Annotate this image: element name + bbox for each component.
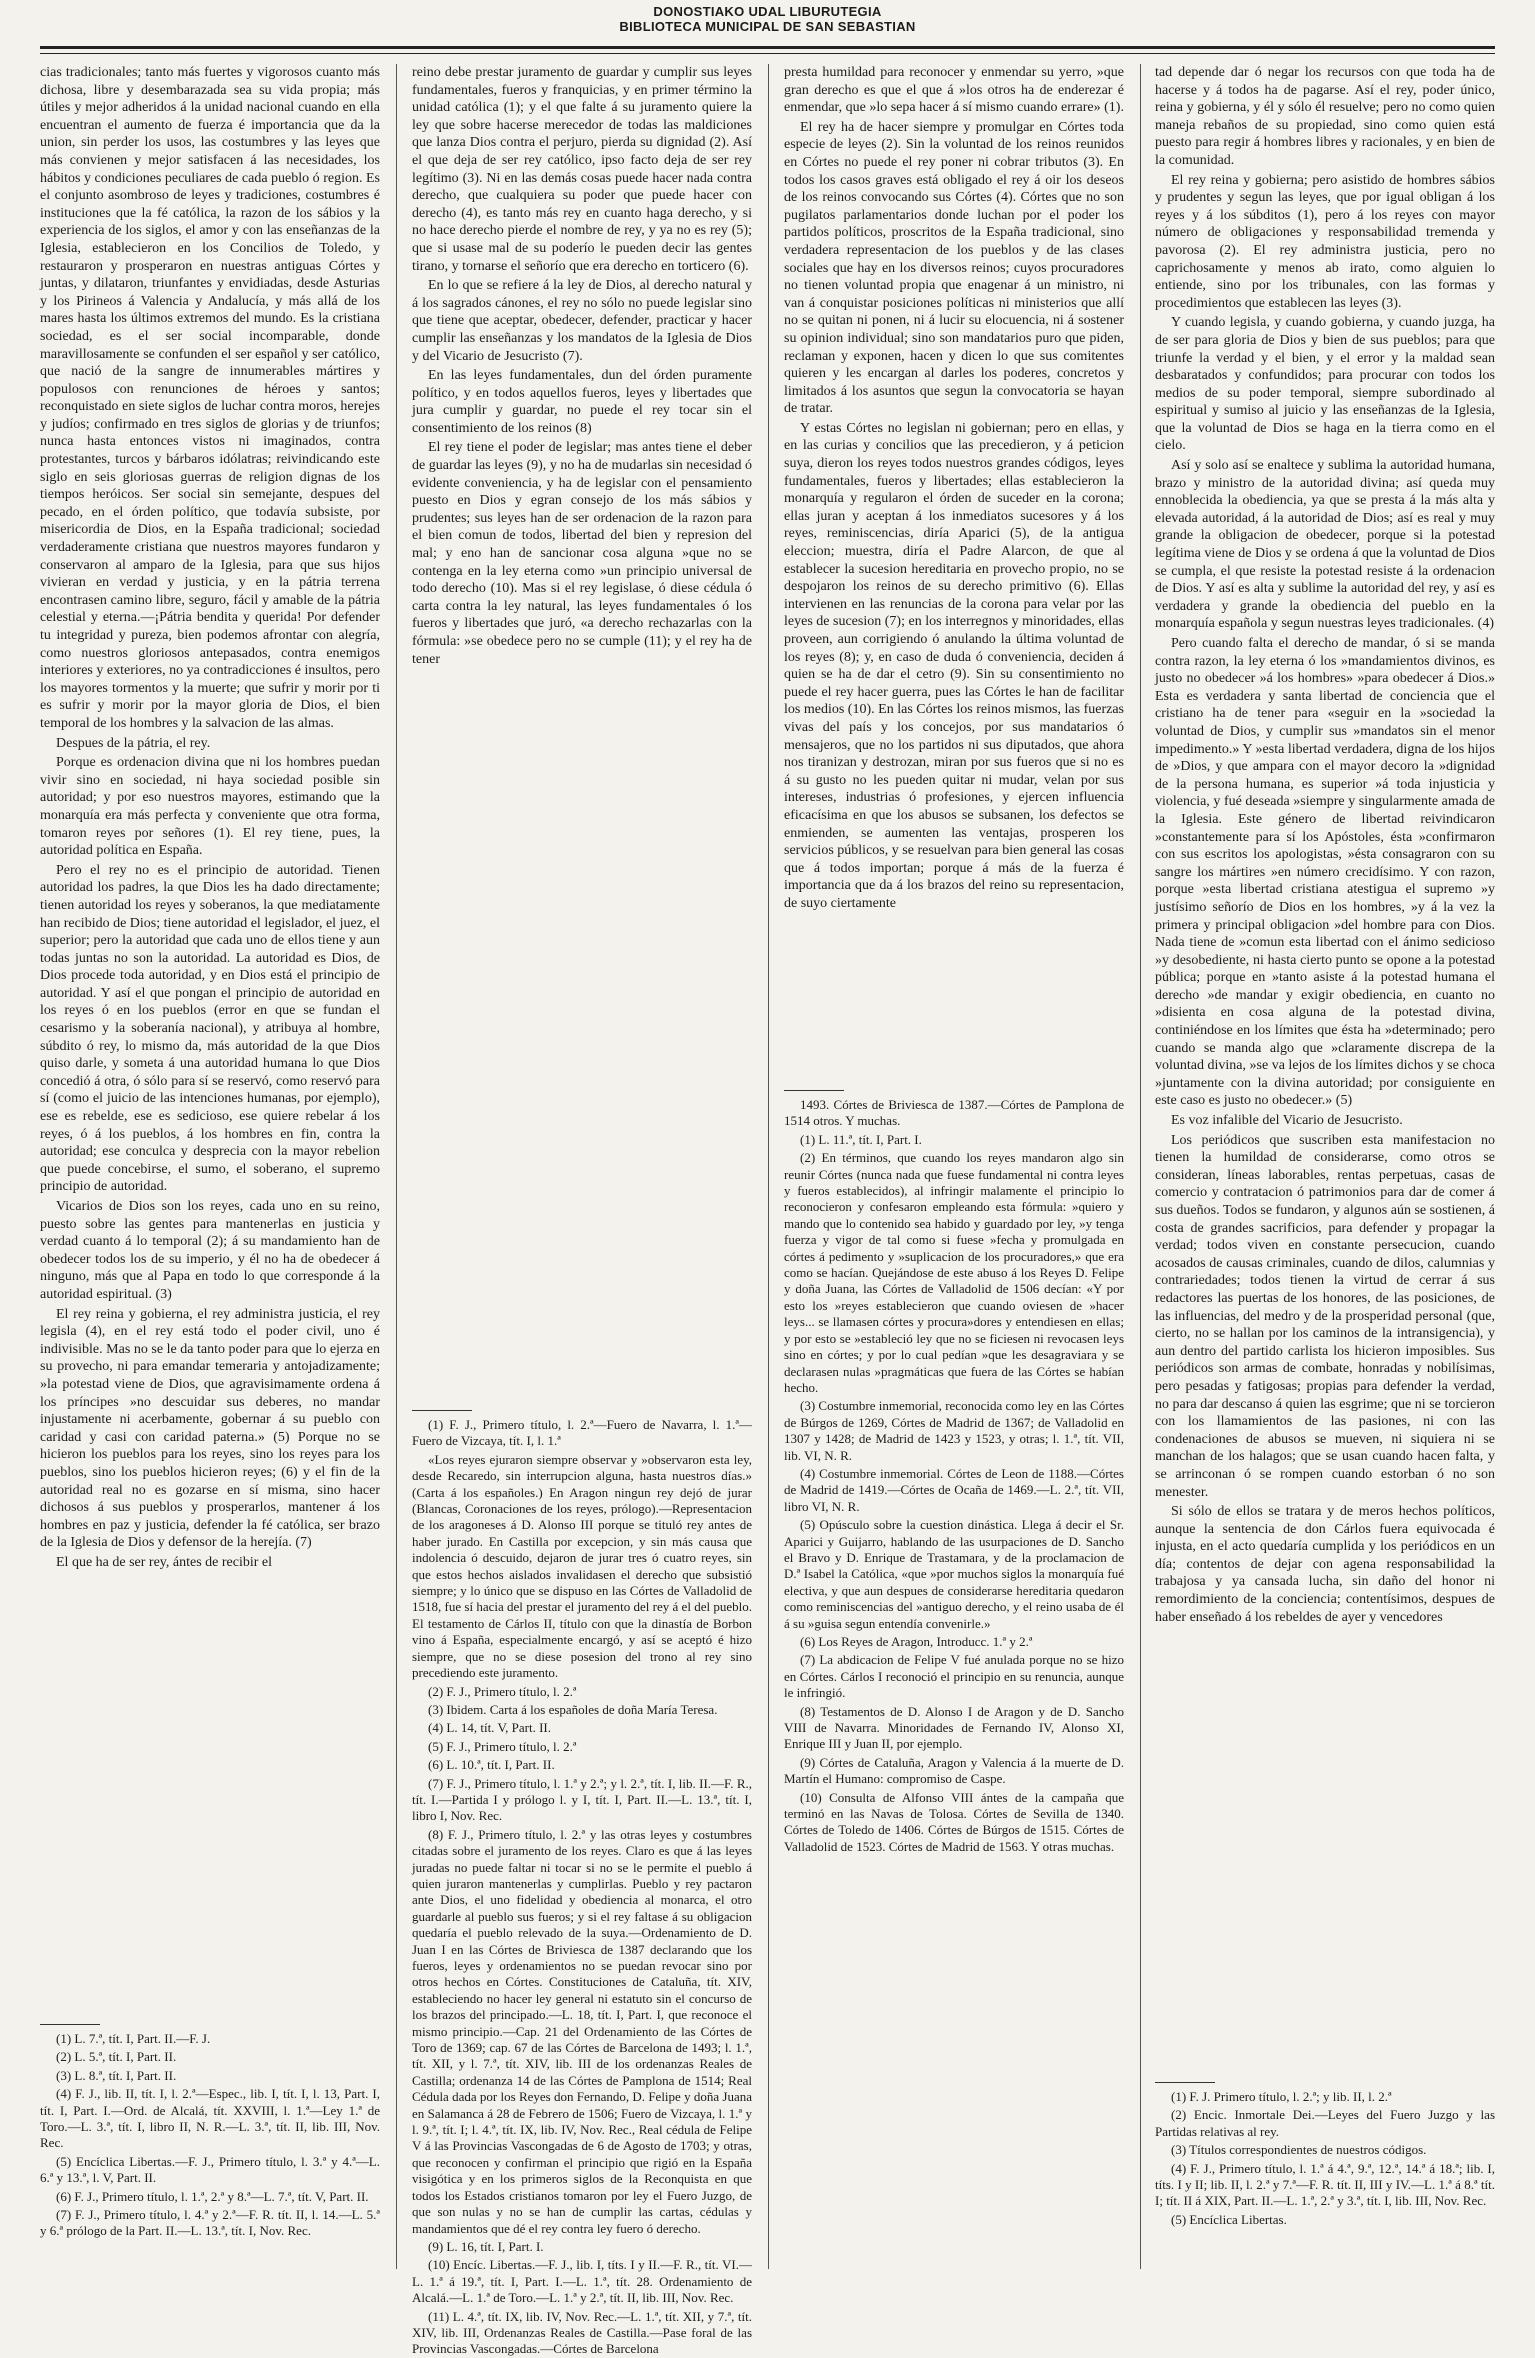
paragraph: El rey reina y gobierna; pero asistido de hombres sábios y prudentes y segun las leyes, que por igual obligan á los reyes y á los súbditos (1), pero á los reyes con mayor número de obligaciones y responsabilidad tremenda y pavorosa (2). El rey administra justicia, pero no caprichosamente y menos ab irato, como alguien lo entiende, sino por los tribunales, con las formas y procedimientos que establecen las leyes (3).	[1155, 172, 1495, 311]
footnote: (7) F. J., Primero título, l. 1.ª y 2.ª; y l. 2.ª, tít. I, lib. II.—F. R., tít. I.—Partida I y prólogo l. y I, tít. I, Part. II.—L. 13.ª, tít. I, libro I, Nov. Rec.	[412, 1775, 752, 1824]
footnote: (1) L. 7.ª, tít. I, Part. II.—F. J.	[56, 2031, 211, 2046]
paragraph: presta humildad para reconocer y enmendar su yerro, »que gran derecho es que el que á »los otros ha de enderezar é enmendar, que »lo sepa hacer á sí mismo cuando errare» (1).	[784, 65, 1124, 116]
page-header	[0, 4, 1535, 34]
footnote: (3) Ibidem. Carta á los españoles de doña María Teresa.	[428, 1701, 718, 1717]
footnote: (4) Costumbre inmemorial. Córtes de Leon de 1188.—Córtes de Madrid de 1419.—Córtes de Ocaña de 1469.—L. 2.ª, tít. VII, libro VI, N. R.	[784, 1465, 1124, 1514]
footnote: (1) F. J., Primero título, l. 2.ª—Fuero de Navarra, l. 1.ª—Fuero de Vizcaya, tít. I, l. 1.ª	[412, 1417, 752, 1449]
paragraph: Si sólo de ellos se tratara y de meros hechos políticos, aunque la sentencia de don Cárlos fuera equivocada é injusta, en el acto quedaría cumplida y los periódicos en un día; contentos de dejar con agena responsabilidad la trabajosa y ya cansada lucha, sin daño del honor ni remordimiento de la conciencia; contentísimos, despues de haber enseñado á los rebeldes de ayer y vencedores	[1155, 1504, 1495, 1625]
footnote: (5) Opúsculo sobre la cuestion dinástica. Llega á decir el Sr. Aparici y Guijarro, hablando de las usurpaciones de D. Sancho el Bravo y D. Enrique de Trastamara, y de la proclamacion de D.ª Isabel la Católica, «que »por muchos siglos la monarquía fué electiva, y que aun despues de considerarse hereditaria quedaron como reminiscencias del »antiguo derecho, y el reino usaba de él á su »guisa segun entendía convenirle.»	[784, 1517, 1124, 1631]
column-4-footnotes	[1155, 2089, 1495, 2228]
paragraph: Pero el rey no es el principio de autoridad. Tienen autoridad los padres, la que Dios les ha dado directamente; tienen autoridad los reyes y soberanos, la que mediatamente han recibido de Dios; tiene autoridad el legislador, el juez, el superior; pero la autoridad que cada uno de ellos tiene y aun todas juntas no son la autoridad. La autoridad es Dios, de Dios procede toda autoridad, y en Dios está el principio de autoridad. Y así el que pongan el principio de autoridad en los reyes ó en los pueblos (error en que se fundan el cesarismo y la soberanía nacional), y atribuya al hombre, súbdito ó rey, lo mismo da, más autoridad de la que Dios quiso darle, y someta á una autoridad humana lo que Dios concedió á otra, ó sólo para sí se reservó, como reservó para sí (como el juicio de las intenciones humanas, por ejemplo), ese es rebelde, ese es sedicioso, ese quiere rebelar á los reyes, ó á los pueblos, á los hombres en fin, contra la autoridad; ese conculca y desprecia con la mayor rebelion que puede concebirse, el sumo, el soberano, el supremo principio de autoridad.	[40, 862, 380, 1195]
footnote: (3) L. 8.ª, tít. I, Part. II.	[56, 2067, 177, 2083]
footnote: (1) F. J. Primero título, l. 2.ª; y lib. II, l. 2.ª	[1171, 2089, 1392, 2104]
paragraph: Así y solo así se enaltece y sublima la autoridad humana, brazo y ministro de la autoridad divina; así queda muy ennoblecida la obediencia, ya que se presta á la más alta y elevada autoridad, á la autoridad de Dios; así es real y muy grande la obligacion de obedecer, porque si la potestad legítima viene de Dios y se ordena á que la voluntad de Dios se cumpla, el que resiste la potestad resiste á la ordenacion de Dios. Y así es alta y sublime la autoridad del rey, y así es verdadera y grande la obediencia del pueblo en la monarquía española y segun nuestras leyes tradicionales. (4)	[1155, 458, 1495, 632]
column-3-body	[784, 64, 1124, 1082]
footnote-rule	[40, 2024, 100, 2025]
paragraph: El que ha de ser rey, ántes de recibir el	[56, 1554, 272, 1570]
paragraph: El rey reina y gobierna, el rey administra justicia, el rey legisla (4), en el rey está todo el poder civil, uno é indivisible. Mas no se le da tanto poder para que lo ejerza en su provecho, ni para emandar temeraria y antojadizamente; »la potestad viene de Dios, que agravisimamente ordena á los príncipes »no descuidar sus deberes, no mandar injustamente ni acerbamente, gobernar á su pueblo con caridad y casi con caridad paterna.» (5) Porque no se hicieron los pueblos para los reyes, sino los reyes para los pueblos, sino los pueblos hicieron reyes; (6) y el fin de la autoridad real no es gozarse en sí misma, sino hacer dichosos á sus pueblos y prosperarlos, mantener á los hombres en paz y justicia, defender la fé católica, ser brazo de la Iglesia de Dios y defensor de la herejía. (7)	[40, 1306, 380, 1551]
footnote-rule	[1155, 2082, 1215, 2083]
paragraph: Vicarios de Dios son los reyes, cada uno en su reino, puesto sobre las gentes para mantenerlas en justicia y verdad cuanto á lo temporal (2); á su mandamiento han de obedecer todos los de su imperio, y él no ha de obedecer á ninguno, más que al Papa en todo lo que corresponde á la autoridad espiritual. (3)	[40, 1199, 380, 1302]
newspaper-columns	[40, 64, 1495, 2357]
column-divider	[396, 64, 397, 2269]
footnote: (9) Córtes de Cataluña, Aragon y Valencia á la muerte de D. Martín el Humano: compromiso de Caspe.	[784, 1754, 1124, 1787]
column-4	[1155, 64, 1495, 2269]
paragraph: Es voz infalible del Vicario de Jesucristo.	[1171, 1113, 1403, 1129]
footnote: (4) F. J., lib. II, tít. I, l. 2.ª—Espec., lib. I, tít. I, l. 13, Part. I, tít. I, Part. I.—Ord. de Alcalá, tít. XXVIII, l. 1.ª—Ley 1.ª de Toro.—L. 3.ª, tít. I, libro II, N. R.—L. 3.ª, tít. II, lib. III, Nov. Rec.	[40, 2086, 380, 2151]
footnote: (5) F. J., Primero título, l. 2.ª	[428, 1738, 577, 1754]
column-divider	[768, 64, 769, 2269]
paragraph: Y cuando legisla, y cuando gobierna, y cuando juzga, ha de ser para gloria de Dios y bien de sus pueblos; para que triunfe la verdad y el bien, y el error y la maldad sean desbaratados y confundidos; para procurar con todos los medios de su poder temporal, siempre subordinado al espiritual y sumiso al juicio y las enseñanzas de la Iglesia, que la voluntad de Dios se haga en la tierra como en el cielo.	[1155, 315, 1495, 454]
footnote: (2) L. 5.ª, tít. I, Part. II.	[56, 2049, 177, 2065]
footnote: (5) Encíclica Libertas.	[1171, 2211, 1287, 2227]
paragraph: cias tradicionales; tanto más fuertes y vigorosos cuanto más dichosa, libre y desembarazada sea su vida propia; más útiles y mejor adheridos á la unidad nacional cuando en ella encuentran el aumento de fuerza é importancia que da la union, sin perder los usos, las costumbres y las leyes que más convienen y mejor satisfacen á las necesidades, los hábitos y condiciones peculiares de cada pueblo ó region. Es el conjunto asombroso de leyes y tradiciones, costumbres é instituciones que la fé católica, la razon de los sábios y la experiencia de los siglos, el amor y con las enseñanzas de la Iglesia, establecieron en los Concilios de Toledo, y restauraron y prosperaron en nuestras antiguas Córtes y juntas, y dilataron, triunfantes y envidiadas, desde Asturias y los Pirineos á Valencia y Andalucía, y más allá de los mares hasta los últimos extremos del mundo. Es la cristiana sociedad, es el ser social incomparable, donde maravillosamente se confunden el ser español y ser católico, que nació de la sangre de innumerables mártires y populosos con renunciones de héroes y santos; reconquistado en siete siglos de luchar contra moros, herejes y judíos; confirmado en tres siglos de glorias y de triunfos; nunca hasta entonces vistos ni imaginados, contra protestantes, turcos y bárbaros idólatras; reivindicando este siglo en seis gloriosas guerras de religion dignas de los tiempos heróicos. Ser social sin semejante, despues del pecado, en el órden político, que todavía subsiste, por misericordia de Dios, en la España tradicional; sociedad verdaderamente cristiana que nuestros mayores fundaron y conservaron al amparo de la Iglesia, para que sus hijos vivieran en verdad y justicia, y en la pátria terrena encontrasen camino libre, seguro, fácil y amable de la pátria celestial y eterna.—¡Pátria bendita y querida! Por defender tu integridad y pureza, bien podemos afrontar con alegría, como nuestros gloriosos antepasados, contra enemigos interiores y exteriores, no ya contradicciones é insultos, pero los mayores tormentos y la muerte; que sufrir y morir por ti es sufrir y morir por la mayor gloria de Dios, el bien temporal de los hombres y la salvacion de las almas.	[40, 65, 380, 731]
paragraph: El rey ha de hacer siempre y promulgar en Córtes toda especie de leyes (2). Sin la voluntad de los reinos reunidos en Córtes no puede el rey poner ni cobrar tributos (3). En todos los casos graves está obligado el rey á oir los deseos de los reinos convocando sus Córtes (4). Córtes que no son pugilatos parlamentarios donde luchan por el poder los partidos políticos, proscritos de la España tradicional, sino verdadera representacion de los pueblos y de las clases sociales que hay en los diversos reinos; cuyos procuradores no tienen voluntad propia que enagenar á un ministro, ni van á conquistar posiciones políticas ni ministerios que allí no se quitan ni ponen, ni á lucir su elocuencia, ni á sostener su opinion individual; sino son mandatarios puro que piden, reclaman y exponen, hacen y dicen lo que sus comitentes quieren y les encargan al darles los poderes, concretos y limitados á los asuntos que segun la convocatoria se hayan de tratar.	[784, 119, 1124, 417]
paragraph: Pero cuando falta el derecho de mandar, ó si se manda contra razon, la ley eterna ó los »mandamientos divinos, es justo no obedecer »á los hombres» »para obedecer á Dios.» Esta es verdadera y santa libertad de conciencia que el cristiano ha de tener para «seguir en la »sociedad la voluntad de Dios, y cumplir sus »mandatos sin el menor impedimento.» Y »esta libertad verdadera, digna de los hijos de »Dios, y que ampara con el mayor decoro la »dignidad de la persona humana, es superior »á toda injusticia y violencia, y fué deseada »siempre y singularmente amada de la Iglesia. Este género de libertad reivindicaron »constantemente para sí los Apóstoles, ésta »confirmaron con sus escritos los apologistas, »ésta consagraron con su sangre los mártires »en número crecidísimo. Y con razon, porque »esta libertad cristiana atestigua el supremo »y justísimo señorío de Dios en los hombres, »y á la vez la primera y principal obligacion »del hombre para con Dios. Nada tiene de »comun esta libertad con el ánimo sedicioso »y desobediente, ni hasta cierto punto se opone a la potestad pública; porque en »tanto asiste á la potestad humana el derecho »de mandar y exigir obediencia, en cuanto no »disienta en cosa alguna de la potestad divina, continiéndose en los límites que ésta ha »determinado; pero cuando se manda algo que »claramente discrepa de la voluntad divina, »se va lejos de los límites dichos y se choca »juntamente con la divina autoridad; por consiguiente en este caso es justo no obedecer.» (5)	[1155, 636, 1495, 1109]
column-3	[784, 64, 1124, 2269]
column-4-body	[1155, 64, 1495, 2074]
footnote: (6) L. 10.ª, tít. I, Part. II.	[428, 1757, 555, 1773]
footnote: (10) Encíc. Libertas.—F. J., lib. I, títs. I y II.—F. R., tít. VI.—L. 1.ª á 19.ª, tít. I, Part. I.—L. 1.ª, tít. 28. Ordenamiento de Alcalá.—L. 1.ª de Toro.—L. 1.ª y 2.ª, tít. II, lib. III, Nov. Rec.	[412, 2257, 752, 2306]
footnote: (3) Títulos correspondientes de nuestros códigos.	[1171, 2142, 1427, 2158]
top-rule	[40, 46, 1495, 54]
paragraph: Porque es ordenacion divina que ni los hombres puedan vivir sino en sociedad, ni haya sociedad posible sin autoridad; y por eso nuestros mayores, estimando que la monarquía era más perfecta y conveniente que otra forma, tomaron reyes por señores (1). El rey tiene, pues, la autoridad política en España.	[40, 755, 380, 859]
footnote: (8) F. J., Primero título, l. 2.ª y las otras leyes y costumbres citadas sobre el juramento de los reyes. Claro es que á las leyes juradas no puede faltar ni tocar si no se le permite el pueblo á quien juraron mantenerlas y cumplirlas. Pueblo y rey pactaron ante Dios, el uno fidelidad y obediencia al monarca, el otro guardarle al pueblo sus fueros; y si el rey faltase á su obligacion quedaría el pueblo relevado de la suya.—Ordenamiento de D. Juan I en las Córtes de Briviesca de 1387 declarando que los fueros, leyes y ordenamientos no se puedan revocar sino por otros hechos en Córtes. Constituciones de Cataluña, tít. XIV, estableciendo no hacer ley general ni estatuto sin el concurso de los brazos del principado.—L. 18, tít. I, Part. I, que reconoce el mismo principio.—Cap. 21 del Ordenamiento de las Córtes de Toro de 1369; cap. 67 de las Córtes de Barcelona de 1493; l. 1.ª, tít. XII, y l. 7.ª, tít. XIV, lib. III de los ordenanzas Reales de Castilla; ordenanza 14 de las Córtes de Pamplona de 1514; Real Cédula dada por los Reyes don Fernando, D. Felipe y doña Juana en Salamanca á 28 de Febrero de 1506; Fuero de Vizcaya, l. 1.ª y l. 9.ª, tít. I; l. 4.ª, tít. IX, lib. IV, Nov. Rec., Real cédula de Felipe V á las Provincias Vascongadas de 6 de Agosto de 1703; y otras, que reconocen y confirman el principio que rigió en la España visigótica y en los primeros siglos de la Reconquista en que todos los Estados cristianos tomaron por ley el Fuero Juzgo, de que son nulas y no se han de cumplir las cartas, cédulas y mandamientos que dé el rey contra ley fuero ó derecho.	[412, 1826, 752, 2236]
footnote: 1493. Córtes de Briviesca de 1387.—Córtes de Pamplona de 1514 otros. Y muchas.	[784, 1097, 1124, 1129]
column-2-footnotes	[412, 1417, 752, 2358]
paragraph: El rey tiene el poder de legislar; mas antes tiene el deber de guardar las leyes (9), y no ha de mudarlas sin necesidad ó evidente conveniencia, y ha de legislar con el pensamiento puesto en Dios y egran consejo de los más sábios y prudentes; sus leyes han de ser ordenacion de la razon para el bien comun de todos, libertad del bien y represion del mal; y eno han de sancionar cosa alguna »que no se contenga en la ley eterna como »un principio universal de todo derecho (10). Mas si el rey legislase, ó diese cédula ó carta contra la ley natural, las leyes fundamentales ó los fueros y libertades que juró, «a derecho rechazarlas con la fórmula: »se obedece pero no se cumple (11); y el rey ha de tener	[412, 440, 752, 667]
footnote: (2) F. J., Primero título, l. 2.ª	[428, 1683, 577, 1699]
paragraph: En lo que se refiere á la ley de Dios, al derecho natural y á los sagrados cánones, el rey no sólo no puede legislar sino que tiene que aceptar, obedecer, defender, practicar y hacer cumplir las enseñanzas y los mandatos de la Iglesia de Dios y del Vicario de Jesucristo (7).	[412, 278, 752, 364]
paragraph: En las leyes fundamentales, dun del órden puramente político, y en todos aquellos fueros, leyes y libertades que jura cumplir y guardar, no puede el rey tocar sin el consentimiento de los reinos (8)	[412, 368, 752, 436]
column-1-footnotes	[40, 2031, 380, 2240]
column-2	[412, 64, 752, 2357]
paragraph: Los periódicos que suscriben esta manifestacion no tienen la humildad de considerarse, como otros se consideran, líneas laborables, rentas perpetuas, casas de comercio y contratacion ó patrimonios para dar de comer á sus dueños. Todos se fundaron, y algunos aún se sostienen, á costa de grandes sacrificios, para defender y propagar la verdad; todos viven en constante persecucion, cuando acosados de causas criminales, cuando de dilos, calumnias y contrariedades; todos tienen la virtud de cerrar á sus redactores las puertas de los honores, de las posiciones, de las influencias, del medro y de la prosperidad personal (que, cierto, no se hallan por los caminos de la intransigencia), y aun dentro del partido carlista los hicieron imposibles. Sus periódicos son armas de combate, honradas y nobilísimas, pero pesadas y fatigosas; propias para defender la verdad, no para dar descanso á quien las esgrime; que ni se torcieron con los llamamientos de las pasiones, ni con las condenaciones de abusos se mueven, ni siquiera ni se manchan de los halagos; que se usan cuando hacen falta, y se arrinconan ó se rompen cuando estorban ó no son menester.	[1155, 1132, 1495, 1500]
footnote-rule	[412, 1410, 472, 1411]
footnote: (6) Los Reyes de Aragon, Introducc. 1.ª y 2.ª	[800, 1634, 1033, 1649]
footnote: (7) La abdicacion de Felipe V fué anulada porque no se hizo en Córtes. Cárlos I reconoció el principio en su renuncia, aunque le infringió.	[784, 1652, 1124, 1701]
footnote: (2) Encic. Inmortale Dei.—Leyes del Fuero Juzgo y las Partidas relativas al rey.	[1155, 2107, 1495, 2139]
footnote: (5) Encíclica Libertas.—F. J., Primero título, l. 3.ª y 4.ª—L. 6.ª y 13.ª, l. V, Part. II.	[40, 2153, 380, 2186]
paragraph: Despues de la pátria, el rey.	[56, 735, 211, 751]
footnote: (11) L. 4.ª, tít. IX, lib. IV, Nov. Rec.—L. 1.ª, tít. XII, y 7.ª, tít. XIV, lib. III, Ordenanzas Reales de Castilla.—Pase foral de las Provincias Vascongadas.—Córtes de Barcelona	[412, 2308, 752, 2357]
column-1	[40, 64, 380, 2269]
footnote: (6) F. J., Primero título, l. 1.ª, 2.ª y 8.ª—L. 7.ª, tít. V, Part. II.	[56, 2188, 369, 2204]
footnote: (4) F. J., Primero título, l. 1.ª á 4.ª, 9.ª, 12.ª, 14.ª á 18.ª; lib. I, títs. I y II; lib. II, l. 2.ª y 7.ª—F. R. tít. II, III y IV.—L. 1.ª á 8.ª tít. I; tít. II á XIX, Part. II.—L. 1.ª, 2.ª y 3.ª, tít. I, lib. III, Nov. Rec.	[1155, 2160, 1495, 2209]
footnote: (7) F. J., Primero título, l. 4.ª y 2.ª—F. R. tít. II, l. 14.—L. 5.ª y 6.ª prólogo de la Part. II.—L. 13.ª, tít. I, Nov. Rec.	[40, 2207, 380, 2239]
footnote: (9) L. 16, tít. I, Part. I.	[428, 2238, 544, 2254]
paragraph: Y estas Córtes no legislan ni gobiernan; pero en ellas, y en las curias y concilios que las precedieron, y á peticion suya, dieron los reyes todos nuestros grandes códigos, leyes fundamentales, fueros y libertades; ellas establecieron la monarquía y regularon el órden de suceder en la corona; ellas juran y aceptan á los inmediatos sucesores y á los reyes, reminiscencias, diría Aparici (5), de la antigua eleccion; muestra, diría el Padre Alarcon, de que al establecer la sucesion hereditaria en provecho propio, no se despojaron los reinos de su derecho primitivo (6). Ellas intervienen en las renuncias de la corona para velar por las leyes de sucesion (7); en los interregnos y minoridades, ellas proveen, aun corrigiendo ó anulando la última voluntad de los reyes (8); y, en caso de duda ó conveniencia, deciden á quien se ha de dar el cetro (9). Sin su consentimiento no puede el rey hacer guerra, pues las Córtes le han de facilitar los medios (10). En las Córtes los reinos mismos, las fuerzas vivas del país y los concejos, por sus mandatarios ó mensajeros, que no los partidos ni sus diputados, que ahora nos tiranizan y destrozan, miran por sus fueros que si no es á su gusto no les pueden quitar ni mudar, velan por sus intereses, industrias ó profesiones, y ejercen influencia eficacísima en que los abusos se subsanen, los defectos se enmienden, se aumenten las ventajas, prosperen los servicios públicos, y se resuelvan para bien general las cosas que á todos importan; porque á más de la fuerza é importancia que da á los brazos del reino su representacion, de suyo ciertamente	[784, 420, 1124, 911]
footnote-rule	[784, 1090, 844, 1091]
column-1-body	[40, 64, 380, 2016]
column-divider	[1140, 64, 1141, 2269]
column-3-footnotes	[784, 1097, 1124, 2197]
footnote: (4) L. 14, tít. V, Part. II.	[428, 1720, 552, 1736]
footnote: (10) Consulta de Alfonso VIII ántes de la campaña que terminó en las Navas de Tolosa. Córtes de Sevilla de 1340. Córtes de Toledo de 1406. Córtes de Búrgos de 1515. Córtes de Valladolid de 1523. Córtes de Madrid de 1563. Y otras muchas.	[784, 1789, 1124, 1854]
column-2-body	[412, 64, 752, 1402]
paragraph: reino debe prestar juramento de guardar y cumplir sus leyes fundamentales, fueros y franquicias, y en primer término la unidad católica (1); y el que falte á su juramento quiere la ley que sobre hacerse merecedor de todas las maldiciones que lanza Dios contra el perjuro, pierda su dignidad (2). Así el que deja de ser rey católico, ipso facto deja de ser rey legítimo (3). Ni en las demás cosas puede hacer nada contra derecho, que cualquiera su poder que puede hacer con derecho (4), es tanto más rey en cuanto haga derecho, y si no hace derecho pierde el nombre de rey, y ya no es rey (5); que si usase mal de su poderío le pueden decir las gentes tirano, y tornarse el señorío que era derecho en torticero (6).	[412, 65, 752, 274]
footnote: (2) En términos, que cuando los reyes mandaron algo sin reunir Córtes (nunca nada que fuese fundamental ni contra leyes y fueros establecidos), al infringir malamente el principio lo reconocieron y confesaron empleando esta fórmula: »quiero y mando que lo contenido sea habido y guardado por ley, »y tenga fuerza y vigor de tal como si fuese »fecha y promulgada en córtes á pedimento y »suplicacion de los procuradores,» que era como se hacían. Quejándose de este abuso á los Reyes D. Felipe y doña Juana, las Córtes de Valladolid de 1506 decían: «Y por esto los »reyes establecieron que cuando oviesen de »hacer leys... se llamasen córtes y procura»dores y entendiesen en ellas; y por esto se »estableció ley que no se ficiesen ni revocasen leys sino en córtes; y por lo cual pedían »que les desagraviara y se declarasen nulas »pragmáticas que fuera de las Córtes se habían hecho.	[784, 1150, 1124, 1395]
footnote: «Los reyes ejuraron siempre observar y »observaron esta ley, desde Recaredo, sin interrupcion alguna, hasta nuestros días.» (Carta á los españoles.) En Aragon ningun rey dejó de jurar (Blancas, Coronaciones de los reyes, prólogo).—Representacion de los aragoneses á D. Alonso III porque se tituló rey antes de haber jurado. En Castilla por excepcion, y sin más causa que indolencia ó descuido, dejaron de jurar tres ó cuatro reyes, sin que estos hechos aislados invalidasen el derecho que subsistió siempre; y lo único que se dispuso en las Córtes de Valladolid de 1518, fue sí hacia del prestar el juramento del rey á el del pueblo. El testamento de Cárlos II, título con que la dinastía de Borbon vino á España, especialmente encargó, y así se aceptó é hizo siempre, que no se diese posesion del trono al rey sino precediendo este juramento.	[412, 1451, 752, 1681]
footnote: (8) Testamentos de D. Alonso I de Aragon y de D. Sancho VIII de Navarra. Minoridades de Fernando IV, Alonso XI, Enrique III y Juan II, por ejemplo.	[784, 1703, 1124, 1752]
paragraph: tad depende dar ó negar los recursos con que toda ha de hacerse y á todos ha de pagarse. Así el rey, poder único, reina y gobierna, y él y sólo él resuelve; pero no como quien maneja rebaños de su propiedad, sino como quien está puesto para regir á hombres libres y racionales, y en bien de la comunidad.	[1155, 65, 1495, 168]
footnote: (3) Costumbre inmemorial, reconocida como ley en las Córtes de Búrgos de 1269, Córtes de Madrid de 1367; de Valladolid en 1307 y 1428; de Madrid de 1423 y 1523, y otras; l. 1.ª, tít. VII, lib. VI, N. R.	[784, 1398, 1124, 1463]
footnote: (1) L. 11.ª, tít. I, Part. I.	[800, 1131, 922, 1147]
library-name-basque: DONOSTIAKO UDAL LIBURUTEGIA	[653, 4, 882, 19]
library-name-spanish: BIBLIOTECA MUNICIPAL DE SAN SEBASTIAN	[619, 19, 916, 34]
